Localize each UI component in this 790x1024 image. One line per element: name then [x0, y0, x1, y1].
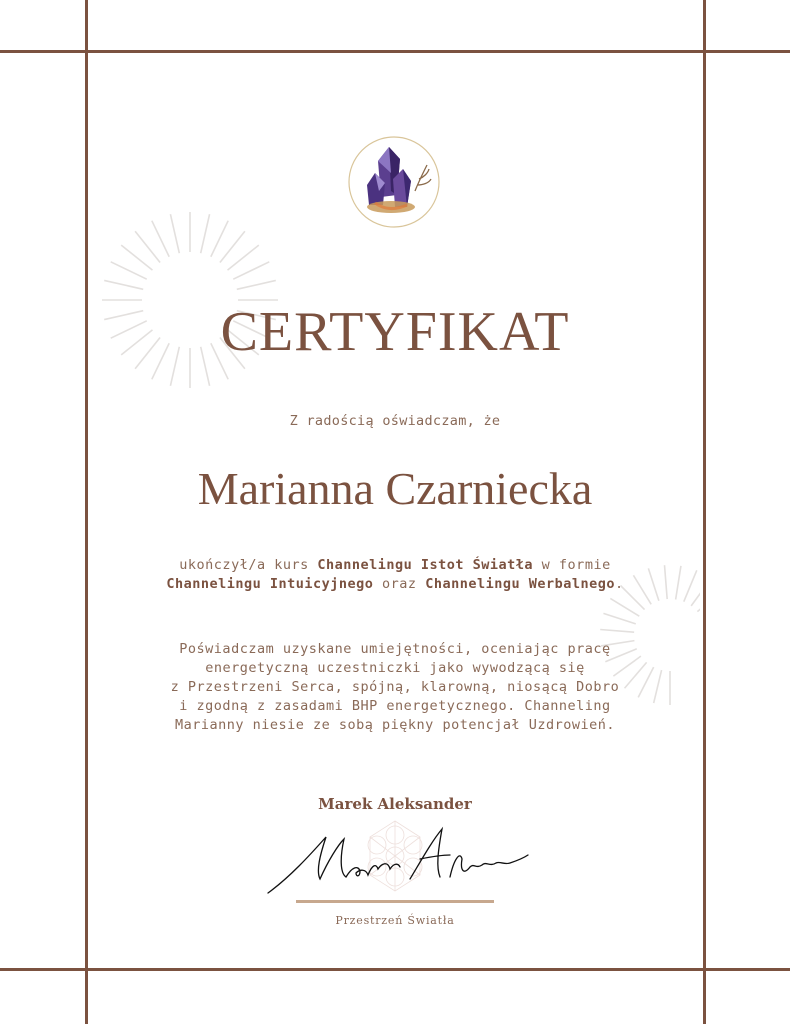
sunburst-ray	[600, 630, 634, 633]
course-name: Channelingu Istot Światła	[317, 557, 534, 573]
signer-name: Marek Aleksander	[318, 795, 472, 813]
signature-underline	[296, 900, 494, 903]
sunburst-ray	[237, 280, 276, 289]
sunburst-ray	[697, 590, 700, 612]
sunburst-ray	[676, 566, 681, 600]
sunburst-ray	[665, 565, 668, 599]
sunburst-ray	[610, 598, 639, 616]
assessment-paragraph	[130, 640, 660, 735]
course-form-2: Channelingu Werbalnego	[425, 576, 616, 592]
assessment-line: Marianny niesie ze sobą piękny potencjał Uzdrowień.	[174, 717, 615, 733]
intro-text: Z radością oświadczam, że	[289, 413, 501, 429]
sunburst-ray	[211, 221, 228, 257]
sunburst-ray	[152, 221, 169, 257]
course-paragraph	[130, 556, 660, 594]
organization-name: Przestrzeń Światła	[335, 914, 455, 927]
assessment-line: z Przestrzeni Serca, spójną, klarowną, niosącą Dobro	[170, 679, 620, 695]
course-text-1: ukończył/a kurs	[179, 557, 318, 573]
sunburst-ray	[233, 262, 269, 279]
certificate-title: CERTYFIKAT	[220, 301, 570, 363]
assessment-line: i zgodną z zasadami BHP energetycznego. Channeling	[179, 698, 611, 714]
course-text-3: oraz	[373, 576, 426, 592]
sunburst-ray	[220, 231, 245, 262]
sunburst-ray	[201, 214, 210, 253]
assessment-line: Poświadczam uzyskane umiejętności, oceniając pracę	[179, 641, 611, 657]
sunburst-ray	[111, 262, 147, 279]
metatron-cube-watermark-icon	[368, 821, 422, 891]
recipient-name: Marianna Czarniecka	[197, 463, 593, 514]
course-text-4: .	[615, 576, 624, 592]
course-form-1: Channelingu Intuicyjnego	[166, 576, 374, 592]
sunburst-ray	[135, 231, 160, 262]
course-text-2: w formie	[533, 557, 611, 573]
amethyst-crystal-logo-icon	[345, 133, 443, 231]
handwritten-signature	[260, 815, 530, 905]
sunburst-ray	[684, 570, 697, 601]
frame-line-top	[0, 50, 790, 53]
sunburst-ray	[228, 245, 259, 270]
assessment-line: energetyczną uczestniczki jako wywodzącą się	[205, 660, 585, 676]
sunburst-ray	[104, 280, 143, 289]
sunburst-ray	[603, 613, 635, 624]
frame-line-bottom	[0, 968, 790, 971]
sunburst-ray	[121, 245, 152, 270]
sunburst-ray	[170, 214, 179, 253]
